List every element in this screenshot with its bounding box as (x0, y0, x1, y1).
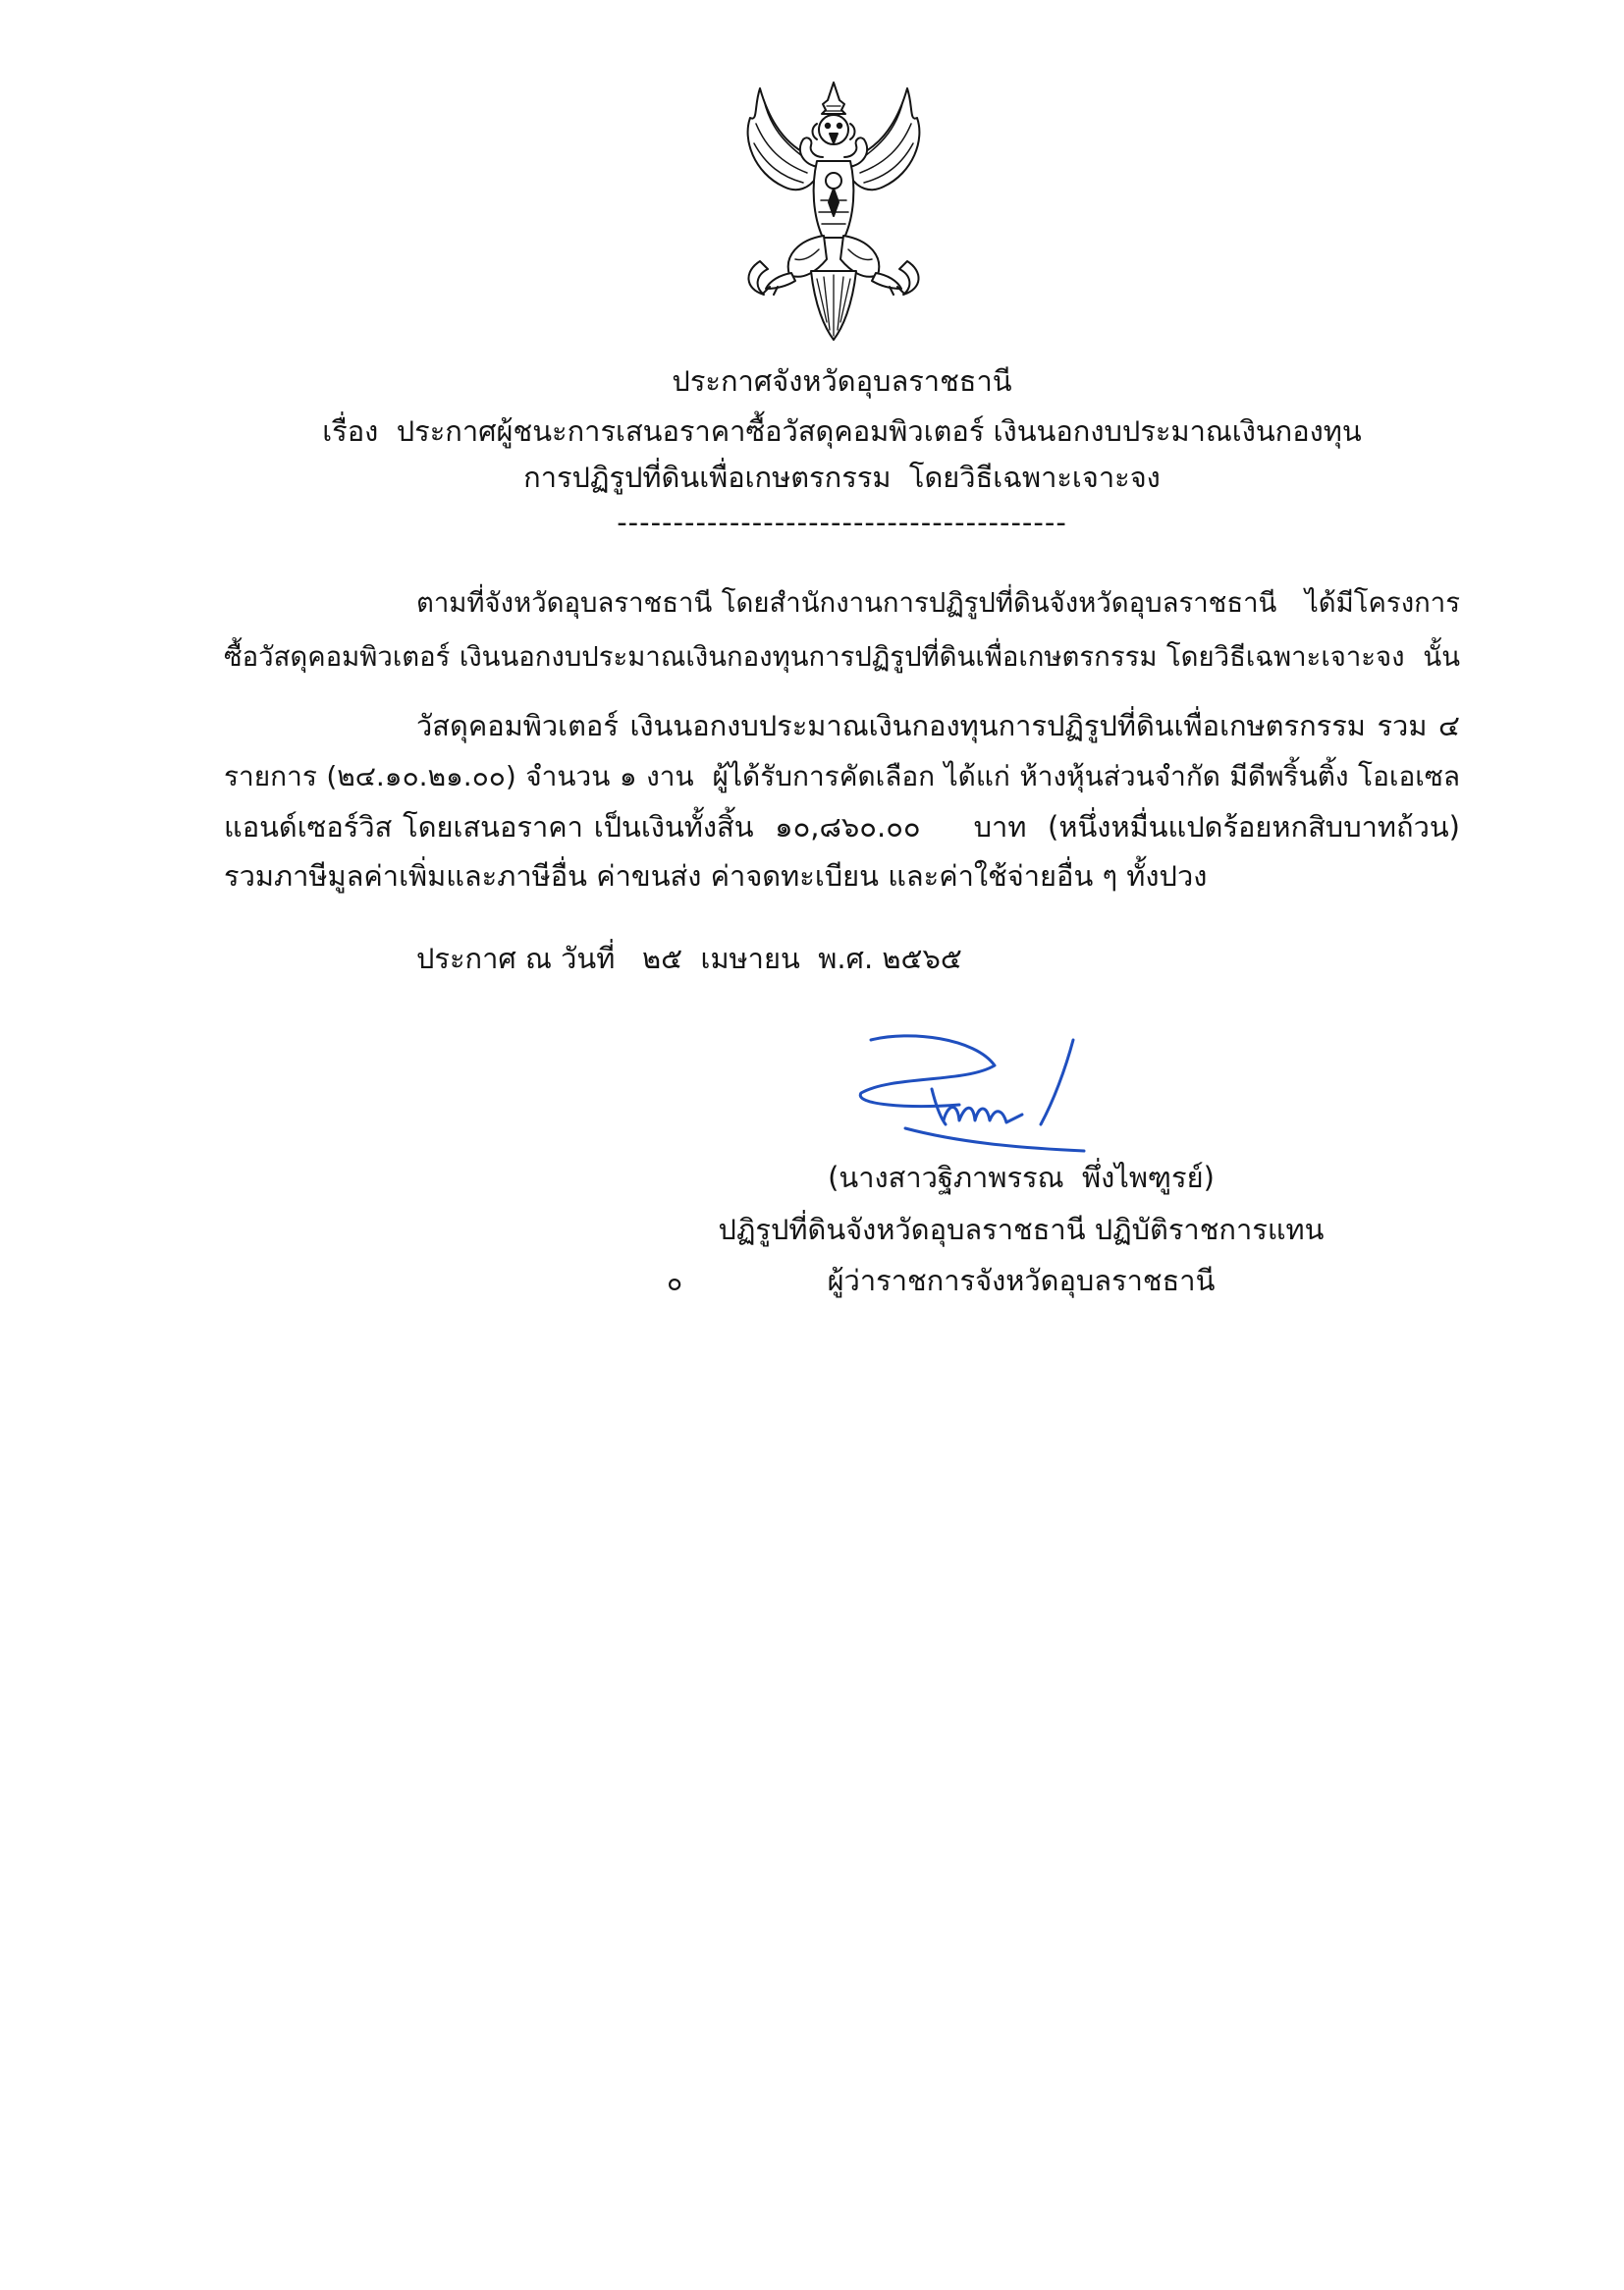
paragraph-1-line-2: ซื้อวัสดุคอมพิวเตอร์ เงินนอกงบประมาณเงินกองทุนการปฏิรูปที่ดินเพื่อเกษตรกรรม โดยวิธีเฉพาะเจาะจง นั้น (224, 641, 1460, 673)
paragraph-2-line-4: รวมภาษีมูลค่าเพิ่มและภาษีอื่น ค่าขนส่ง ค่าจดทะเบียน และค่าใช้จ่ายอื่น ๆ ทั้งปวง (224, 859, 1208, 893)
signatory-position-line-1: ปฏิรูปที่ดินจังหวัดอุบลราชธานี ปฏิบัติราชการแทน (718, 1213, 1325, 1246)
paragraph-2-line-3: แอนด์เซอร์วิส โดยเสนอราคา เป็นเงินทั้งสิ้น ๑๐,๘๖๐.๐๐ บาท (หนึ่งหมื่นแปดร้อยหกสิบบาทถ้วน) (224, 810, 1460, 844)
margin-mark: ๐ (667, 1268, 682, 1297)
heading-separator: ---------------------------------------- (617, 506, 1067, 539)
subject-line-1: เรื่อง ประกาศผู้ชนะการเสนอราคาซื้อวัสดุคอมพิวเตอร์ เงินนอกงบประมาณเงินกองทุน (322, 414, 1362, 448)
garuda-emblem (731, 79, 937, 344)
paragraph-2-line-2: รายการ (๒๔.๑๐.๒๑.๐๐) จำนวน ๑ งาน ผู้ได้รับการคัดเลือก ได้แก่ ห้างหุ้นส่วนจำกัด มีดีพริ้นติ้ง โอเอเซล (224, 760, 1460, 792)
announced-date: ประกาศ ณ วันที่ ๒๕ เมษายน พ.ศ. ๒๕๖๕ (416, 942, 962, 975)
paragraph-1-line-1: ตามที่จังหวัดอุบลราชธานี โดยสำนักงานการปฏิรูปที่ดินจังหวัดอุบลราชธานี ได้มีโครงการ (416, 587, 1460, 619)
paragraph-2-line-1: วัสดุคอมพิวเตอร์ เงินนอกงบประมาณเงินกองทุนการปฏิรูปที่ดินเพื่อเกษตรกรรม รวม ๔ (416, 709, 1460, 742)
signatory-position-line-2: ผู้ว่าราชการจังหวัดอุบลราชธานี (827, 1264, 1216, 1297)
subject-line-2: การปฏิรูปที่ดินเพื่อเกษตรกรรม โดยวิธีเฉพาะเจาะจง (523, 461, 1161, 494)
announcement-title: ประกาศจังหวัดอุบลราชธานี (672, 364, 1012, 398)
signatory-name: (นางสาวฐิภาพรรณ พึ่งไพฑูรย์) (828, 1161, 1215, 1194)
handwritten-signature (849, 1026, 1095, 1164)
